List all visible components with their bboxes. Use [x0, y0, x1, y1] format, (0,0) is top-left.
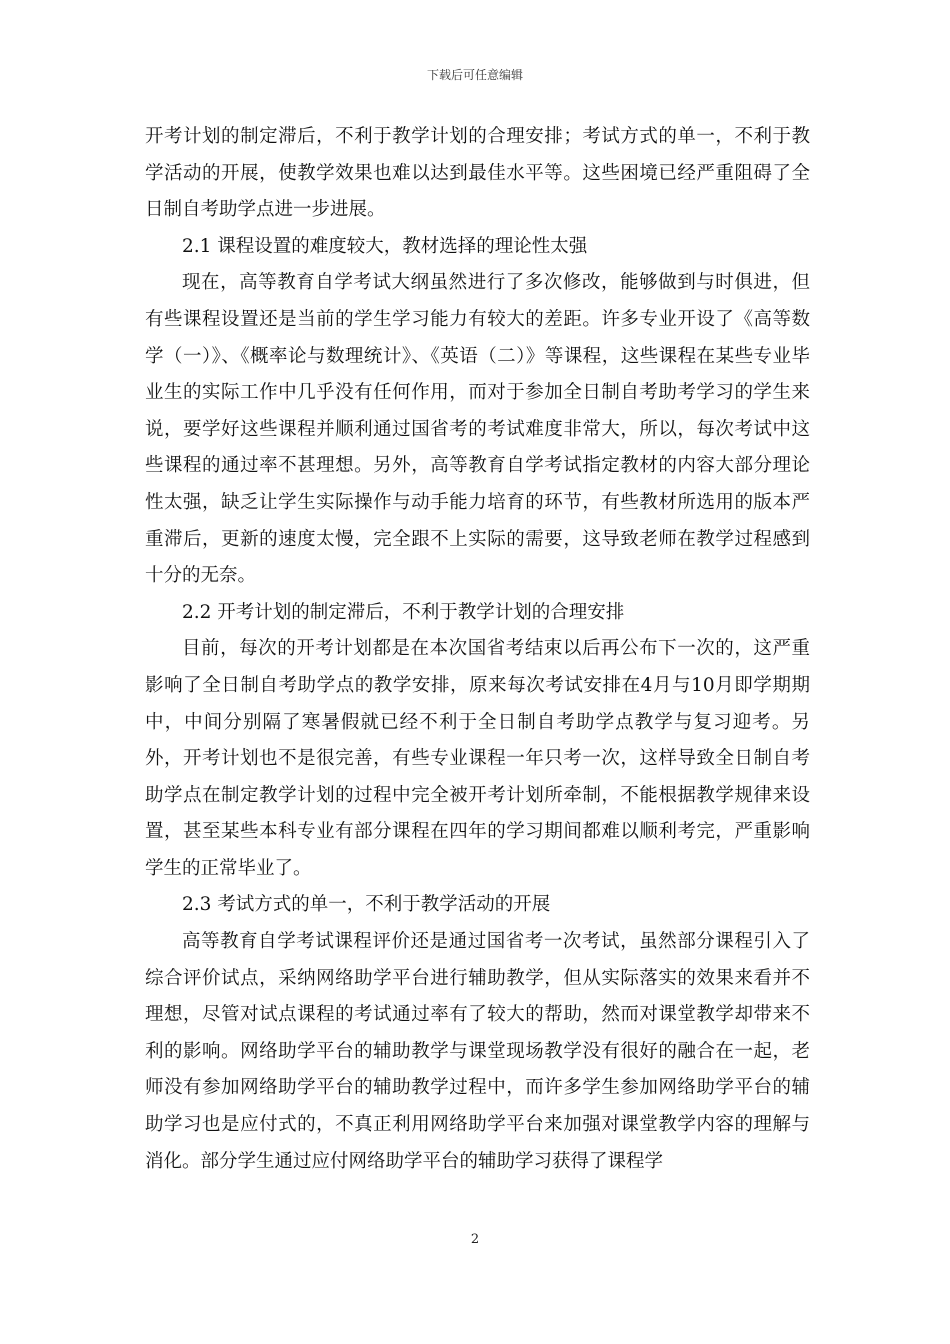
document-body [145, 119, 810, 1180]
paragraph-2-2: 目前，每次的开考计划都是在本次国省考结束以后再公布下一次的，这严重影响了全日制自考助学点的教学安排，原来每次考试安排在4月与10月即学期期中，中间分别隔了寒暑假就已经不利于全日制自考助学点教学与复习迎考。另外，开考计划也不是很完善，有些专业课程一年只考一次，这样导致全日制自考助学点在制定教学计划的过程中完全被开考计划所牵制，不能根据教学规律来设置，甚至某些本科专业有部分课程在四年的学习期间都难以顺利考完，严重影响学生的正常毕业了。 [145, 638, 810, 879]
paragraph-2-1: 现在，高等教育自学考试大纲虽然进行了多次修改，能够做到与时俱进，但有些课程设置还是当前的学生学习能力有较大的差距。许多专业开设了《高等数学（一）》、《概率论与数理统计》、《英语（二）》等课程，这些课程在某些专业毕业生的实际工作中几乎没有任何作用，而对于参加全日制自考助考学习的学生来说，要学好这些课程并顺利通过国省考的考试难度非常大，所以，每次考试中这些课程的通过率不甚理想。另外，高等教育自学考试指定教材的内容大部分理论性太强，缺乏让学生实际操作与动手能力培育的环节，有些教材所选用的版本严重滞后，更新的速度太慢，完全跟不上实际的需要，这导致老师在教学过程感到十分的无奈。 [145, 272, 810, 587]
page-number: 2 [470, 1232, 480, 1247]
page-header: 下载后可任意编辑 [426, 68, 523, 82]
paragraph-2-3: 高等教育自学考试课程评价还是通过国省考一次考试，虽然部分课程引入了综合评价试点，采纳网络助学平台进行辅助教学，但从实际落实的效果来看并不理想，尽管对试点课程的考试通过率有了较大的帮助，然而对课堂教学却带来不利的影响。网络助学平台的辅助教学与课堂现场教学没有很好的融合在一起，老师没有参加网络助学平台的辅助教学过程中，而许多学生参加网络助学平台的辅助学习也是应付式的，不真正利用网络助学平台来加强对课堂教学内容的理解与消化。部分学生通过应付网络助学平台的辅助学习获得了课程学 [145, 931, 810, 1172]
section-heading-2-3: 2.3 考试方式的单一，不利于教学活动的开展 [182, 894, 551, 916]
section-heading-2-1: 2.1 课程设置的难度较大，教材选择的理论性太强 [182, 235, 588, 257]
paragraph-continuation: 开考计划的制定滞后，不利于教学计划的合理安排；考试方式的单一，不利于教学活动的开展，使教学效果也难以达到最佳水平等。这些困境已经严重阻碍了全日制自考助学点进一步进展。 [145, 126, 810, 221]
section-heading-2-2: 2.2 开考计划的制定滞后，不利于教学计划的合理安排 [182, 601, 625, 623]
